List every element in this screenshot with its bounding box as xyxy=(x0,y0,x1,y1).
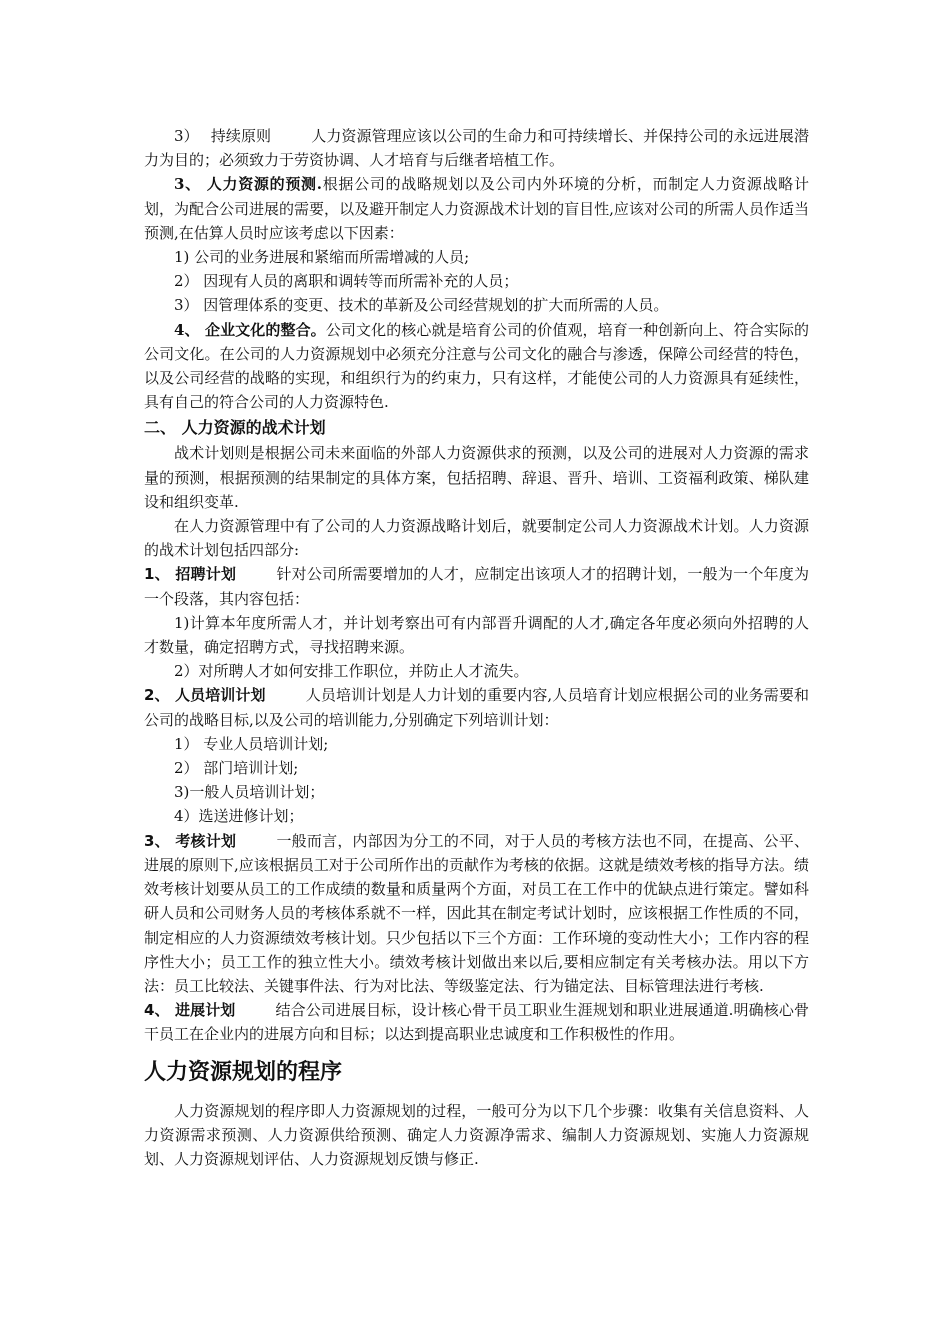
paragraph-text: 一般而言，内部因为分工的不同，对于人员的考核方法也不同，在提高、公平、进展的原则下,应该根据员工对于公司所作出的贡献作为考核的依据。这就是绩效考核的指导方法。绩效考核计划要从员工的工作成绩的数量和质量两个方面，对员工在工作中的优缺点进行策定。譬如科研人员和公司财务人员的考核体系就不一样，因此其在制定考试计划时，应该根据工作性质的不同，制定相应的人力资源绩效考核计划。只少包括以下三个方面：工作环境的变动性大小；工作内容的程序性大小；员工工作的独立性大小。绩效考核计划做出来以后,要相应制定有关考核办法。用以下方法：员工比较法、关键事件法、行为对比法、等级鉴定法、行为锚定法、目标管理法进行考核. xyxy=(144,831,809,995)
paragraph-text: 人力资源管理应该以公司的生命力和可持续增长、并保持公司的永远进展潜力为目的；必须致力于劳资协调、人才培育与后继者培植工作。 xyxy=(144,127,809,170)
list-item: 2）对所聘人才如何安排工作职位，并防止人才流失。 xyxy=(174,662,529,681)
paragraph-culture xyxy=(144,318,809,415)
list-item: 2） 部门培训计划; xyxy=(174,759,299,778)
paragraph-text: 结合公司进展目标，设计核心骨干员工职业生涯规划和职业进展通道.明确核心骨干员工在企业内的进展方向和目标；以达到提高职业忠诚度和工作积极性的作用。 xyxy=(144,1001,809,1044)
paragraph-text: 根据公司的战略规划以及公司内外环境的分析，而制定人力资源战略计划，为配合公司进展的需要，以及避开制定人力资源战术计划的盲目性,应该对公司的所需人员作适当预测,在估算人员时应该考虑以下因素： xyxy=(144,175,809,242)
paragraph-text: 针对公司所需要增加的人才，应制定出该项人才的招聘计划，一般为一个年度为一个段落，其内容包括： xyxy=(144,565,809,608)
plan-label: 4、 进展计划 xyxy=(144,1001,236,1020)
plan-recruitment xyxy=(144,562,809,610)
section-heading: 4、 企业文化的整合。 xyxy=(174,320,326,339)
paragraph-text: 人员培训计划是人力计划的重要内容,人员培育计划应根据公司的业务需要和公司的战略目标,以及公司的培训能力,分别确定下列培训计划： xyxy=(144,686,809,729)
plan-label: 2、 人员培训计划 xyxy=(144,686,266,705)
plan-label: 3、 考核计划 xyxy=(144,831,237,850)
list-item: 1） 专业人员培训计划; xyxy=(174,734,329,753)
page-heading: 人力资源规划的程序 xyxy=(144,1059,343,1085)
paragraph: 人力资源规划的程序即人力资源规划的过程，一般可分为以下几个步骤：收集有关信息资料、人力资源需求预测、人力资源供给预测、确定人力资源净需求、编制人力资源规划、实施人力资源规划、人力资源规划评估、人力资源规划反馈与修正. xyxy=(144,1101,809,1168)
plan-label: 1、 招聘计划 xyxy=(144,565,237,584)
paragraph-sustainability xyxy=(144,124,809,172)
plan-training xyxy=(144,683,809,731)
section-heading: 3、 人力资源的预测. xyxy=(174,175,322,194)
paragraph: 在人力资源管理中有了公司的人力资源战略计划后，就要制定公司人力资源战术计划。人力资源的战术计划包括四部分: xyxy=(144,517,809,560)
list-item: 4）选送进修计划； xyxy=(174,807,304,826)
paragraph: 战术计划则是根据公司未来面临的外部人力资源供求的预测，以及公司的进展对人力资源的需求量的预测，根据预测的结果制定的具体方案，包括招聘、辞退、晋升、培训、工资福利政策、梯队建设和组织变革. xyxy=(144,444,809,511)
paragraph-forecast xyxy=(144,172,809,245)
section-title: 二、 人力资源的战术计划 xyxy=(144,418,326,438)
list-item: 1) 公司的业务进展和紧缩而所需增减的人员; xyxy=(174,248,470,267)
list-item: 3)一般人员培训计划； xyxy=(174,783,325,802)
plan-assessment xyxy=(144,829,809,998)
list-number: 3） xyxy=(174,127,199,145)
list-item: 3） 因管理体系的变更、技术的革新及公司经营规划的扩大而所需的人员。 xyxy=(174,296,669,315)
document-page xyxy=(144,124,809,1171)
list-item: 1)计算本年度所需人才，并计划考察出可有内部晋升调配的人才,确定各年度必须向外招聘的人才数量，确定招聘方式，寻找招聘来源。 xyxy=(144,613,809,657)
plan-development xyxy=(144,998,809,1046)
list-item: 2） 因现有人员的离职和调转等而所需补充的人员； xyxy=(174,272,519,291)
paragraph-text: 公司文化的核心就是培育公司的价值观，培育一种创新向上、符合实际的公司文化。在公司的人力资源规划中必须充分注意与公司文化的融合与渗透，保障公司经营的特色，以及公司经营的战略的实现，和组织行为的约束力，只有这样，才能使公司的人力资源具有延续性，具有自己的符合公司的人力资源特色. xyxy=(144,320,809,412)
principle-title: 持续原则 xyxy=(210,127,272,145)
